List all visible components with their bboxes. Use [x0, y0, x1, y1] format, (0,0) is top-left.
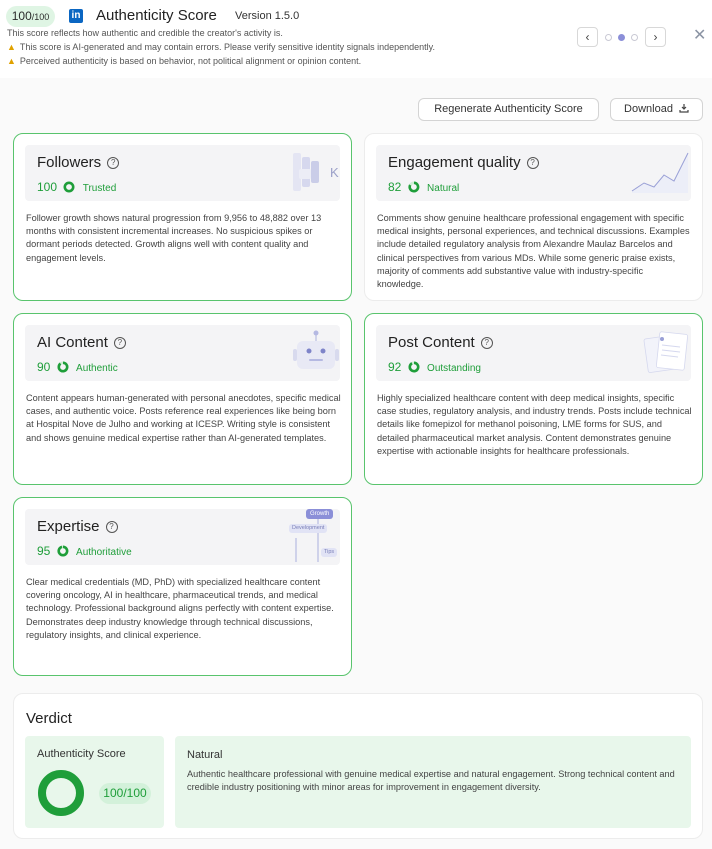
card-metric [37, 360, 118, 374]
prev-button[interactable]: ‹ [577, 27, 598, 47]
verdict-text: Authentic healthcare professional with genuine medical expertise and natural engagement. Strong technical content and credible industry positioning with minor areas for improvement in engagement diversity. [187, 769, 675, 793]
card-body: Highly specialized healthcare content with deep medical insights, specific case studies, regulatory analysis, and industry trends. Posts include technical details like fomepizol for methanol poisoning, LME forms for SUS, and detailed pharmaceutical market analysis. Content demonstrates genuine expertise with actionable insights for healthcare professionals. [377, 393, 692, 456]
description-text: This score reflects how authentic and credible the creator's activity is. [7, 28, 283, 38]
metric-label: Natural [427, 183, 460, 194]
warning-text-1: This score is AI-generated and may contain errors. Please verify sensitive identity signals independently. [19, 42, 435, 52]
card-title-text: Engagement quality [388, 154, 521, 171]
metric-score: 90 [37, 360, 51, 374]
warning-triangle-icon: ▲ [7, 56, 16, 66]
ai-content-card [13, 313, 352, 485]
card-title-text: Followers [37, 154, 102, 171]
download-label: Download [624, 103, 673, 115]
card-header [25, 509, 340, 565]
app-version: Version 1.5.0 [235, 10, 300, 22]
card-header [376, 145, 691, 201]
verdict-panel [13, 693, 703, 839]
card-body: Clear medical credentials (MD, PhD) with specialized healthcare content covering oncology, AI in healthcare, pharmaceutical trends, and medical technology. Professional background aligns perfectly with content expertise. Demonstrates deep industry knowledge through technical discussions, regulatory insights, and clinical experience. [26, 577, 334, 640]
tree-node-growth: Growth [306, 509, 333, 519]
card-body: Follower growth shows natural progression from 9,956 to 48,882 over 13 months with consistent incremental increases. No suspicious spikes or dormant periods detected. Growth aligns well with content quality and engagement levels. [26, 213, 322, 263]
score-ring-icon [408, 181, 420, 193]
score-pill-denominator: /100 [31, 12, 50, 22]
documents-icon [642, 329, 692, 377]
warning-line-1 [7, 42, 435, 52]
card-metric [37, 544, 132, 558]
card-title [37, 518, 118, 535]
score-ring-icon [57, 361, 69, 373]
metric-label: Outstanding [427, 363, 481, 374]
regenerate-button[interactable] [418, 98, 599, 121]
metric-score: 95 [37, 544, 51, 558]
expertise-card [13, 497, 352, 676]
tree-node-tips: Tips [321, 548, 337, 557]
card-header [25, 325, 340, 381]
card-header [25, 145, 340, 201]
download-icon [679, 103, 689, 113]
header-bar [0, 0, 712, 78]
illustration-letter: K [330, 165, 339, 180]
score-pill [6, 6, 55, 27]
help-circle-icon[interactable]: ? [527, 157, 539, 169]
verdict-rating: Natural [187, 749, 223, 761]
download-button[interactable] [610, 98, 703, 121]
score-ring-icon [408, 361, 420, 373]
warning-triangle-icon: ▲ [7, 42, 16, 52]
card-title [37, 334, 126, 351]
followers-card [13, 133, 352, 301]
help-circle-icon[interactable]: ? [114, 337, 126, 349]
post-content-card [364, 313, 703, 485]
next-button[interactable]: › [645, 27, 666, 47]
card-title-text: Expertise [37, 518, 100, 535]
app-title: Authenticity Score [96, 7, 217, 24]
page-dot[interactable] [631, 34, 638, 41]
card-title-text: Post Content [388, 334, 475, 351]
help-circle-icon[interactable]: ? [106, 521, 118, 533]
verdict-title: Verdict [26, 710, 72, 727]
page-dot[interactable] [605, 34, 612, 41]
metric-label: Trusted [82, 183, 117, 194]
verdict-score-box [25, 736, 164, 828]
score-pill-value: 100 [11, 9, 32, 23]
score-ring-icon [63, 181, 75, 193]
engagement-card [364, 133, 703, 301]
metric-score: 92 [388, 360, 402, 374]
regenerate-label: Regenerate Authenticity Score [434, 103, 583, 115]
card-title [37, 154, 119, 171]
tree-node-development: Development [289, 524, 327, 533]
warning-text-2: Perceived authenticity is based on behavior, not political alignment or opinion content. [19, 56, 362, 66]
metric-score: 100 [37, 180, 58, 194]
card-title [388, 334, 493, 351]
page-dot-active[interactable] [618, 34, 625, 41]
card-title [388, 154, 539, 171]
engagement-chart-icon [630, 151, 690, 195]
card-metric [388, 360, 481, 374]
robot-icon [291, 329, 341, 377]
verdict-score-label: Authenticity Score [37, 748, 126, 760]
help-circle-icon[interactable]: ? [481, 337, 493, 349]
metric-score: 82 [388, 180, 402, 194]
card-metric [37, 180, 116, 194]
help-circle-icon[interactable]: ? [107, 157, 119, 169]
card-title-text: AI Content [37, 334, 108, 351]
score-ring-icon [57, 545, 69, 557]
linkedin-icon: in [69, 9, 83, 23]
verdict-summary-box [175, 736, 691, 828]
card-body: Comments show genuine healthcare professional engagement with specific medical insights, personal experiences, and technical discussions. Examples include detailed regulatory analysis from Alexandre Maulaz Barcelos and clinical perspectives from various MDs. While some generic praise exists, majority of comments add substantive value with industry-specific knowledge. [377, 213, 690, 290]
tree-stem [295, 538, 297, 562]
close-icon[interactable]: ✕ [693, 27, 707, 44]
metric-label: Authentic [76, 363, 118, 374]
warning-line-2 [7, 56, 361, 66]
card-header [376, 325, 691, 381]
card-metric [388, 180, 459, 194]
score-donut-icon [37, 769, 85, 817]
metric-label: Authoritative [76, 547, 132, 558]
verdict-score-pill: 100/100 [99, 783, 151, 804]
growth-tree-icon [289, 509, 341, 567]
card-body: Content appears human-generated with personal anecdotes, specific medical cases, and authentic voice. Posts reference real experiences like being born at Hospital Nove de Julho and working at ICESP. Writing style is consistent and shows genuine medical expertise rather than AI-generated templates. [26, 393, 341, 443]
